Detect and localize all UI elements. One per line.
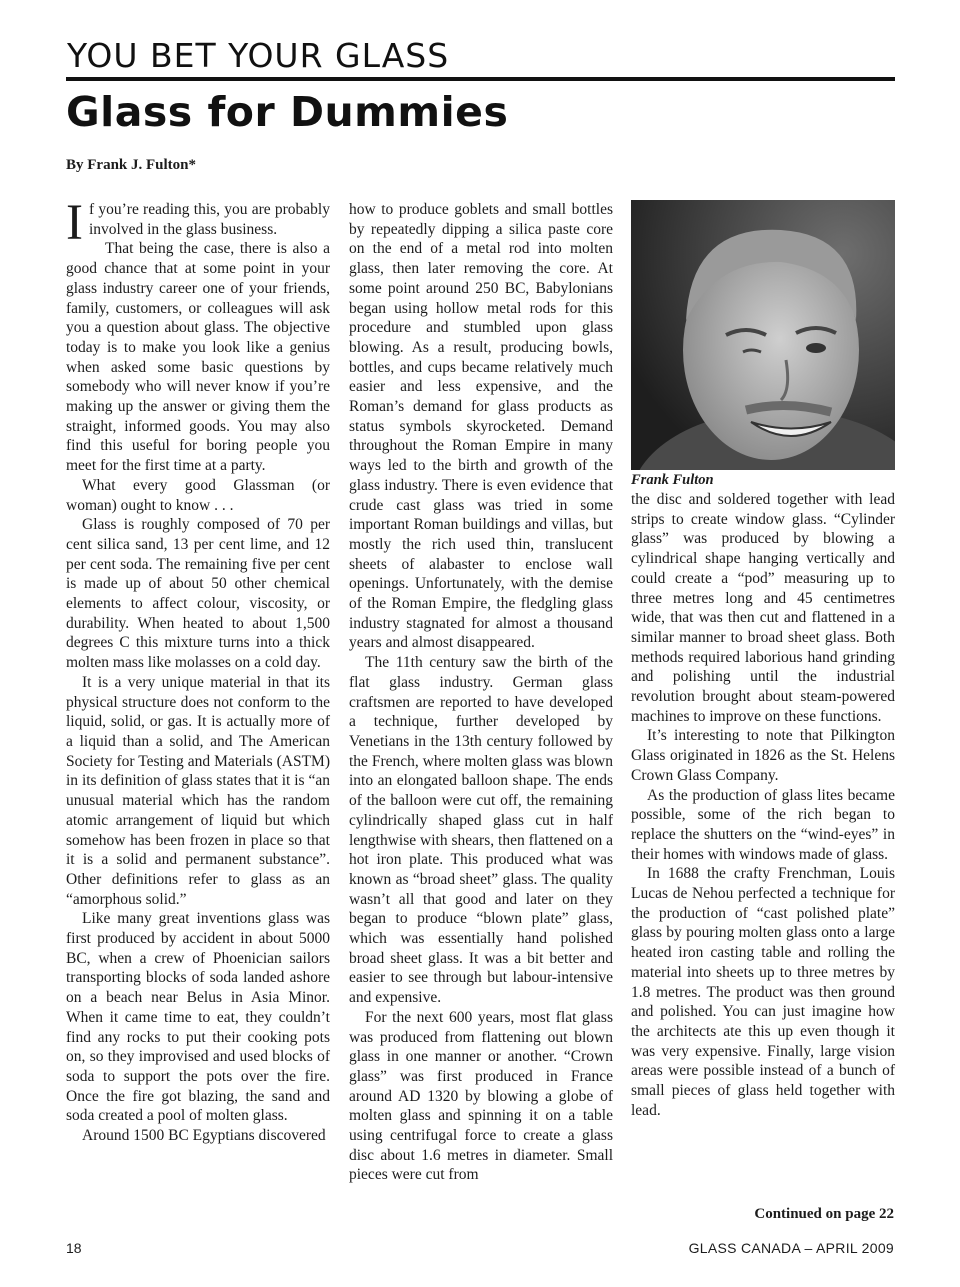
paragraph: the disc and soldered together with lead strips to create window glass. “Cylinder glass” was produced by blowing a cylindrical shape hanging vertically and could create a “pod” measuring up to three metres long and 45 centimetres wide, that was then cut and flattened in a similar manner to broad sheet glass. Both methods required laborious hand grinding and polishing until the industrial revolution brought about steam-powered machines to improve on these functions.	[631, 491, 895, 725]
section-kicker: YOU BET YOUR GLASS	[67, 36, 450, 75]
article-column-3	[631, 490, 895, 1121]
continued-notice: Continued on page 22	[754, 1206, 894, 1222]
page-number: 18	[66, 1240, 82, 1256]
paragraph: Around 1500 BC Egyptians discovered	[82, 1127, 326, 1145]
paragraph: Like many great inventions glass was first produced by accident in about 5000 BC, when a crew of Phoenician sailors transporting blocks of soda landed ashore on a beach near Belus in Asia Minor. When it came time to eat, they couldn’t find any rocks to put their cooking pots on, so they improvised and used blocks of soda to support the pots over the fire. Once the fire got blazing, the sand and soda created a pool of molten glass.	[66, 910, 330, 1125]
byline: By Frank J. Fulton*	[66, 157, 197, 173]
paragraph: Glass is roughly composed of 70 per cent silica sand, 13 per cent lime, and 12 per cent soda. The remaining five per cent is made up of about 50 other chemical elements to affect colour, viscosity, or durability. When heated to about 1,500 degrees C this mixture turns into a thick molten mass like molasses on a cold day.	[66, 516, 330, 672]
paragraph: In 1688 the crafty Frenchman, Louis Lucas de Nehou perfected a technique for the production of “cast polished plate” glass by pouring molten glass onto a large heated iron casting table and rolling the material into sheets up to three metres by 1.8 metres. The product was then ground and polished. You can just imagine how the architects ate this up even though it was very expensive. Finally, large vision areas were possible instead of a bunch of small pieces of glass held together with lead.	[631, 865, 895, 1119]
author-photo	[631, 200, 895, 470]
paragraph-text: f you’re reading this, you are probably involved in the glass business.	[88, 201, 330, 238]
article-column-2	[349, 200, 613, 1185]
paragraph: What every good Glassman (or woman) ought to know . . .	[66, 476, 330, 514]
paragraph	[66, 195, 330, 251]
paragraph: That being the case, there is also a good chance that at some point in your glass industry career one of your friends, family, customers, or colleagues will ask you a question about glass. The objective today is to make you look like a genius when asked some basic questions by somebody who will never know if you’re making up the answer or giving them the straight, informed goods. You may also find this useful for boring people you meet for the first time at a party.	[66, 240, 330, 475]
paragraph: how to produce goblets and small bottles by repeatedly dipping a silica paste core on the end of a metal rod into molten glass, then later removing the core. At some point around 250 BC, Babylonians began using hollow metal rods for this procedure and stumbled upon glass blowing. As a result, producing bowls, bottles, and cups became relatively much easier and less expensive, and the Roman’s demand for glass products as status symbols skyrocketed. Demand throughout the Roman Empire in many ways led to the birth and growth of the glass industry. There is even evidence that crude cast glass was tried in some important Roman buildings and villas, but mostly the rich used thin, translucent sheets of alabaster to enclose wall openings. Unfortunately, with the demise of the Roman Empire, the fledgling glass industry stagnated for almost a thousand years and almost disappeared.	[349, 201, 613, 652]
publication-footer: GLASS CANADA – APRIL 2009	[688, 1240, 894, 1256]
photo-caption: Frank Fulton	[631, 472, 714, 488]
portrait-illustration	[631, 200, 895, 470]
paragraph: For the next 600 years, most flat glass was produced from flattening out blown glass in one manner or another. “Crown glass” was first produced in France around AD 1320 by blowing a globe of molten glass and spinning it on a table using centrifugal force to create a glass disc about 1.6 metres in diameter. Small pieces were cut from	[349, 1008, 613, 1184]
paragraph: As the production of glass lites became possible, some of the rich began to replace the shutters on the “wind-eyes” in their homes with windows made of glass.	[631, 786, 895, 863]
paragraph: The 11th century saw the birth of the flat glass industry. German glass craftsmen are reported to have developed a technique, further developed by Venetians in the 13th century followed by the French, where molten glass was blown into an elongated balloon shape. The ends of the balloon were cut off, the remaining cylindrically shaped glass cut in half lengthwise with shears, then flattened on a hot iron plate. This produced what was known as “broad sheet” glass. The quality wasn’t all that good and later on they began to produce “blown plate” glass, which was essentially hand polished broad sheet glass. It was a bit better and easier to see through but labour-intensive and expensive.	[349, 654, 613, 1007]
drop-cap: I	[66, 195, 83, 251]
paragraph: It is a very unique material in that its physical structure does not conform to the liquid, solid, or gas. It is actually more of a liquid than a solid, and The American Society for Testing and Materials (ASTM) in its definition of glass states that it is “an unusual material which has the random atomic arrangement of liquid but which somehow has been frozen in place so that it is a solid and permanent substance”. Other definitions refer to glass as an “amorphous solid.”	[66, 673, 330, 908]
article-column-1	[66, 195, 330, 1146]
header-rule	[66, 77, 895, 81]
article-title: Glass for Dummies	[66, 88, 509, 136]
paragraph: It’s interesting to note that Pilkington Glass originated in 1826 as the St. Helens Crown Glass Company.	[631, 727, 895, 784]
